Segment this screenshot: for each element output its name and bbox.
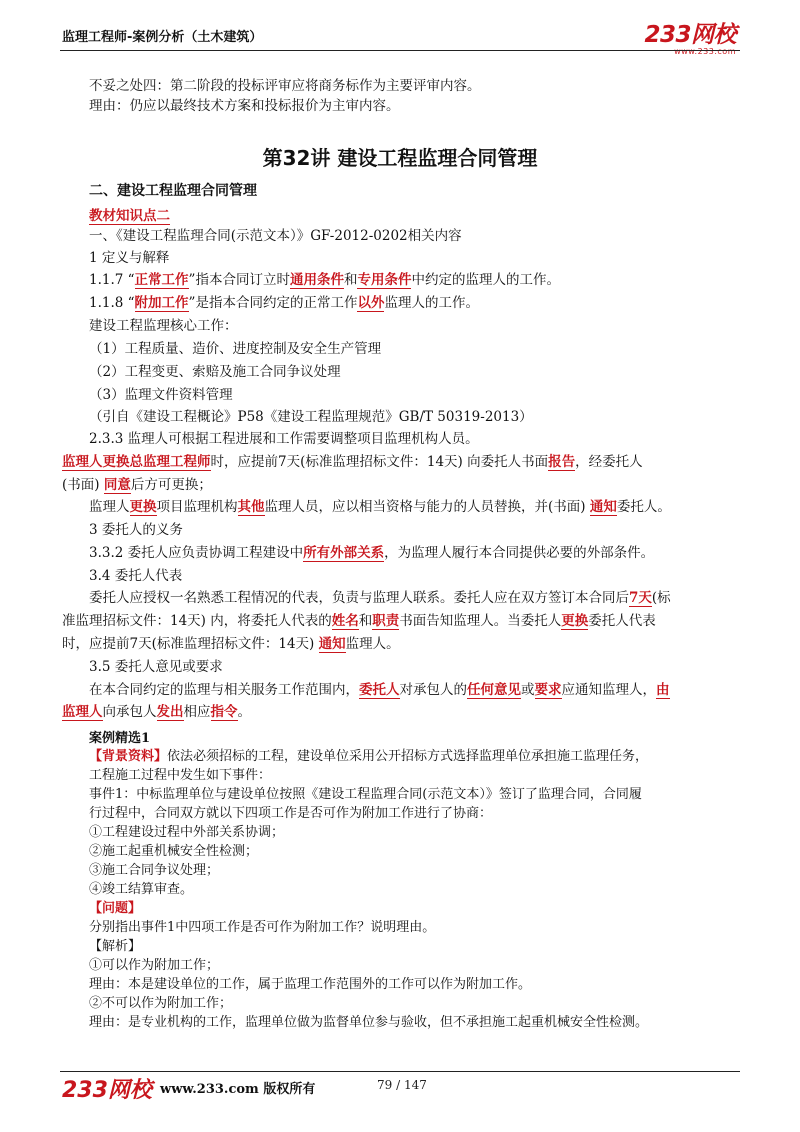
keyword: 发出 xyxy=(156,704,184,720)
analysis-label: 【解析】 xyxy=(89,939,142,954)
page-number: 79 / 147 xyxy=(377,1078,427,1092)
text-span: (标 xyxy=(651,590,671,606)
keyword: 以外 xyxy=(357,295,385,311)
text-span: 1.1.7 “ xyxy=(89,272,135,288)
text-span: 中约定的监理人的工作。 xyxy=(411,272,560,288)
case-item: ③施工合同争议处理； xyxy=(89,863,220,878)
definition-additional-work xyxy=(89,293,479,313)
text-span: 应通知监理人， xyxy=(561,682,656,698)
footer-copyright: www.233.com 版权所有 xyxy=(160,1082,316,1097)
keyword: 姓名 xyxy=(331,613,359,629)
case-title: 案例精选1 xyxy=(89,731,151,746)
answer-line: 理由：是专业机构的工作，监理单位做为监督单位参与验收，但不承担施工起重机械安全性检测。 xyxy=(89,1015,649,1030)
keyword: 专用条件 xyxy=(357,272,412,288)
intro-line-2: 理由：仍应以最终技术方案和投标报价为主审内容。 xyxy=(89,98,400,114)
keyword: 委托人 xyxy=(359,682,400,698)
question-text: 分别指出事件1中四项工作是否可作为附加工作？说明理由。 xyxy=(89,920,436,935)
keyword: 要求 xyxy=(534,682,562,698)
footer-divider xyxy=(60,1071,740,1072)
text-line xyxy=(89,497,671,517)
keyword: 由 xyxy=(656,682,670,698)
keyword: 通知 xyxy=(318,636,346,652)
text-line: 2.3.3 监理人可根据工程进展和工作需要调整项目监理机构人员。 xyxy=(89,431,479,447)
case-line: 工程施工过程中发生如下事件： xyxy=(89,768,272,783)
text-span: 和 xyxy=(343,272,358,288)
keyword: 通知 xyxy=(589,499,617,515)
text-span: 和 xyxy=(358,613,373,629)
case-line: 事件1：中标监理单位与建设单位按照《建设工程监理合同(示范文本）》签订了监理合同，合同履 xyxy=(89,787,642,802)
text-line: （3）监理文件资料管理 xyxy=(89,387,233,403)
text-span: 委托人。 xyxy=(616,499,671,515)
text-span: 时，应提前7天(标准监理招标文件：14天) xyxy=(62,636,319,652)
answer-line: ①可以作为附加工作； xyxy=(89,958,220,973)
background-label: 【背景资料】 xyxy=(89,749,168,764)
text-span: ，经委托人 xyxy=(575,454,643,470)
text-span: 相应 xyxy=(183,704,211,720)
text-span: ”是指本合同约定的正常工作 xyxy=(188,295,358,311)
text-span: 监理人员，应以相当资格与能力的人员替换，并(书面) xyxy=(264,499,590,515)
text-span: 依法必须招标的工程，建设单位采用公开招标方式选择监理单位承担施工监理任务， xyxy=(167,749,649,764)
text-span: 项目监理机构 xyxy=(156,499,238,515)
text-span: ，为监理人履行本合同提供必要的外部条件。 xyxy=(384,545,655,561)
text-span: 后方可更换； xyxy=(130,477,212,493)
keyword: 通用条件 xyxy=(289,272,344,288)
text-line: 1 定义与解释 xyxy=(89,250,170,266)
text-line xyxy=(62,702,251,722)
text-line: 一、《建设工程监理合同(示范文本）》GF-2012-0202相关内容 xyxy=(89,228,462,244)
lesson-title: 第32讲 建设工程监理合同管理 xyxy=(262,146,538,170)
intro-line-1: 不妥之处四：第二阶段的投标评审应将商务标作为主要评审内容。 xyxy=(89,78,481,94)
text-span: 委托人代表 xyxy=(588,613,656,629)
text-line xyxy=(89,543,654,563)
text-span: 监理人。 xyxy=(345,636,400,652)
text-span: ”指本合同订立时 xyxy=(188,272,290,288)
case-item: ④竣工结算审查。 xyxy=(89,882,194,897)
text-span: 在本合同约定的监理与相关服务工作范围内， xyxy=(89,682,359,698)
text-line xyxy=(62,634,400,654)
case-item: ②施工起重机械安全性检测； xyxy=(89,844,259,859)
question-label: 【问题】 xyxy=(89,901,142,916)
keyword: 附加工作 xyxy=(134,295,189,311)
text-line: （2）工程变更、索赔及施工合同争议处理 xyxy=(89,364,341,380)
keyword: 职责 xyxy=(372,613,400,629)
text-line xyxy=(62,475,212,495)
text-span: 委托人应授权一名熟悉工程情况的代表，负责与监理人联系。委托人应在双方签订本合同后 xyxy=(89,590,629,606)
text-span: 3.3.2 委托人应负责协调工程建设中 xyxy=(89,545,304,561)
text-span: (书面) xyxy=(62,477,104,493)
keyword: 更换 xyxy=(561,613,589,629)
text-line xyxy=(89,680,670,700)
keyword: 所有外部关系 xyxy=(303,545,385,561)
text-line xyxy=(89,588,671,608)
keyword: 任何意见 xyxy=(467,682,521,698)
text-span: 向承包人 xyxy=(102,704,157,720)
case-background xyxy=(89,748,648,766)
text-line: 建设工程监理核心工作： xyxy=(89,318,238,334)
text-span: 监理人 xyxy=(89,499,130,515)
keyword: 监理人更换总监理工程师 xyxy=(62,454,211,470)
text-span: 对承包人的 xyxy=(399,682,467,698)
keyword: 同意 xyxy=(103,477,131,493)
section-heading: 二、建设工程监理合同管理 xyxy=(89,183,257,199)
text-span: 或 xyxy=(521,682,535,698)
text-span: 1.1.8 “ xyxy=(89,295,135,311)
definition-normal-work xyxy=(89,270,560,290)
keyword: 7天 xyxy=(629,590,652,606)
case-item: ①工程建设过程中外部关系协调； xyxy=(89,825,285,840)
keyword: 其他 xyxy=(237,499,265,515)
keyword: 监理人 xyxy=(62,704,103,720)
text-span: 。 xyxy=(237,704,251,720)
text-span: 准监理招标文件：14天) 内，将委托人代表的 xyxy=(62,613,332,629)
knowledge-point-link[interactable]: 教材知识点二 xyxy=(89,204,170,225)
text-line: 3 委托人的义务 xyxy=(89,522,183,538)
footer-logo[interactable]: 233网校 xyxy=(62,1078,152,1103)
text-line: （引自《建设工程概论》P58《建设工程监理规范》GB/T 50319-2013） xyxy=(89,409,533,425)
keyword: 报告 xyxy=(548,454,576,470)
keyword: 更换 xyxy=(129,499,157,515)
header-title: 监理工程师-案例分析（土木建筑） xyxy=(62,30,263,45)
case-line: 行过程中，合同双方就以下四项工作是否可作为附加工作进行了协商： xyxy=(89,806,493,821)
text-span: 书面告知监理人。当委托人 xyxy=(399,613,562,629)
text-line xyxy=(62,452,643,472)
logo-url: www.233.com xyxy=(674,47,736,56)
keyword: 正常工作 xyxy=(134,272,189,288)
text-line: （1）工程质量、造价、进度控制及安全生产管理 xyxy=(89,341,382,357)
text-span: 监理人的工作。 xyxy=(384,295,479,311)
answer-line: 理由：本是建设单位的工作，属于监理工作范围外的工作可以作为附加工作。 xyxy=(89,977,532,992)
logo-text: 233网校 xyxy=(644,22,736,48)
header-divider xyxy=(60,50,740,51)
text-line xyxy=(62,611,656,631)
text-span: 时，应提前7天(标准监理招标文件：14天) 向委托人书面 xyxy=(210,454,549,470)
answer-line: ②不可以作为附加工作； xyxy=(89,996,233,1011)
keyword: 指令 xyxy=(210,704,238,720)
text-line: 3.5 委托人意见或要求 xyxy=(89,659,223,675)
text-line: 3.4 委托人代表 xyxy=(89,568,183,584)
